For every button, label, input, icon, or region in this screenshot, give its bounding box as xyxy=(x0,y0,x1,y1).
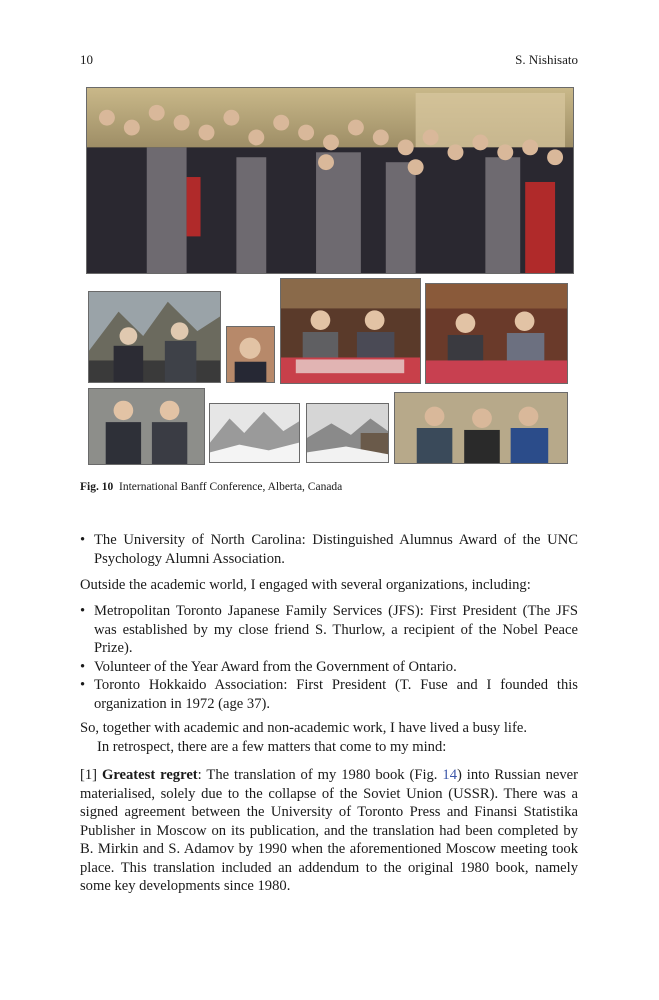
paragraph: Outside the academic world, I engaged with several organizations, including: xyxy=(80,577,531,593)
list-item: • Volunteer of the Year Award from the Government of Ontario. xyxy=(80,658,457,675)
group-photo xyxy=(86,87,574,274)
photo-two-men xyxy=(88,388,205,465)
figure-link[interactable]: 14 xyxy=(442,767,457,783)
figure-label: Fig. 10 xyxy=(80,481,114,493)
figure-caption xyxy=(80,481,578,493)
bullet-list-awards xyxy=(80,531,578,568)
figure-caption-text: International Banff Conference, Alberta, Canada xyxy=(118,481,343,493)
photo-winter-landscape-1 xyxy=(209,403,300,463)
photo-banquet-left xyxy=(280,278,421,384)
photo-winter-landscape-2 xyxy=(306,403,389,463)
running-head-author: S. Nishisato xyxy=(515,52,578,67)
list-item: • The University of North Carolina: Distinguished Alumnus Award of the UNC Psychology Alumni Association. xyxy=(80,532,578,567)
photo-banquet-right xyxy=(425,283,568,384)
page-number: 10 xyxy=(80,52,93,67)
list-item: • Toronto Hokkaido Association: First President (T. Fuse and I founded this organization in 1972 (age 37). xyxy=(80,677,578,712)
photo-portrait xyxy=(226,326,275,383)
bullet-list-organizations xyxy=(80,602,578,713)
photo-three-people xyxy=(394,392,568,464)
running-head xyxy=(80,52,578,68)
paragraph: So, together with academic and non-academic work, I have lived a busy life. In retrospect, there are a few matters that come to my mind: xyxy=(80,720,527,755)
regret-title: Greatest regret xyxy=(101,767,198,783)
photo-mountain-couple xyxy=(88,291,221,383)
paragraph-regret: [1] Greatest regret: The translation of my 1980 book (Fig. 14) into Russian never materialised, solely due to the collapse of the Soviet Union (USSR). There was a signed agreement between the University of Toronto Press and Finansi Statistika Publisher in Moscow on its publication, and the translation had been completed by B. Mirkin and S. Adamov by 1990 when the aforementioned Moscow meeting took place. This translation included an addendum to the original 1980 book, namely some key developments since 1980. xyxy=(80,767,578,894)
list-item: • Metropolitan Toronto Japanese Family Services (JFS): First President (The JFS was established by my close friend S. Thurlow, a recipient of the Nobel Peace Prize). xyxy=(80,603,578,656)
